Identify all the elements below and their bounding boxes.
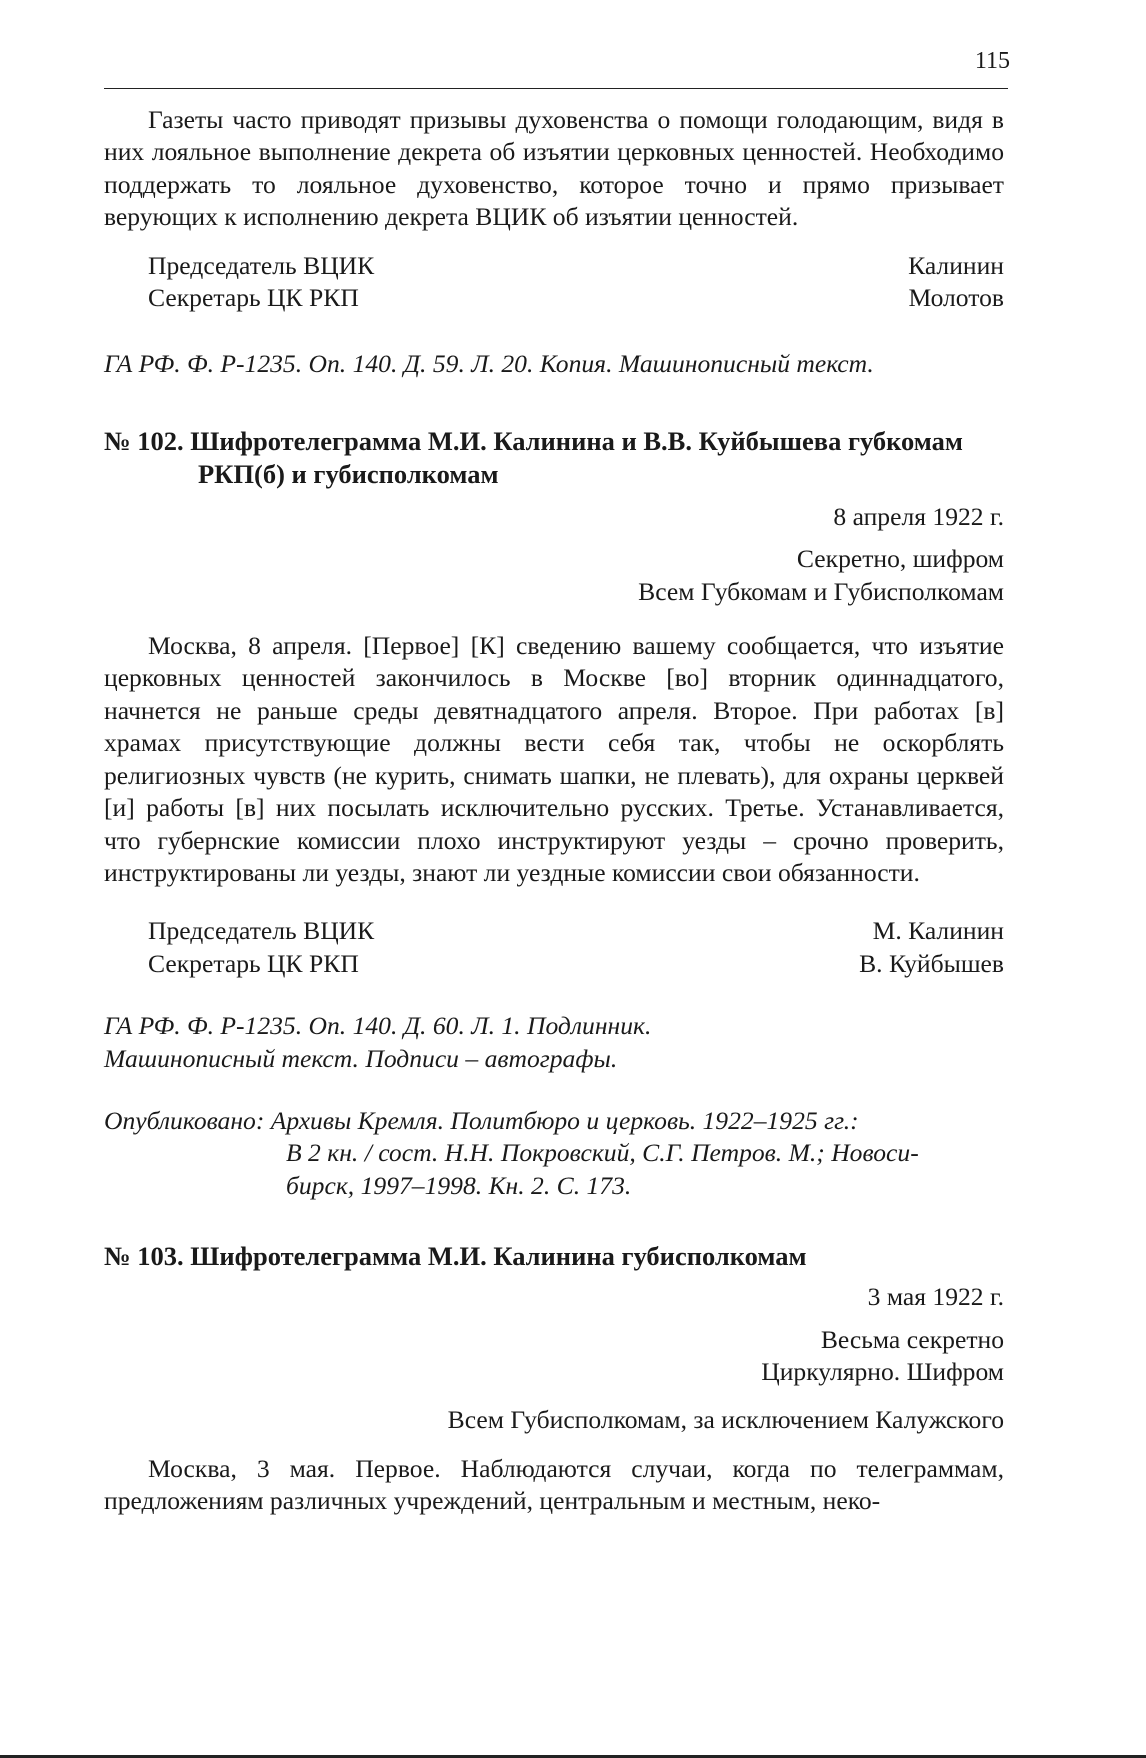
document-heading-103: № 103. Шифротелеграмма М.И. Калинина губисполкомам	[104, 1241, 807, 1272]
document-date: 8 апреля 1922 г.	[833, 501, 1004, 531]
signature-line	[104, 282, 1004, 314]
classification-label: Секретно, шифром	[796, 544, 1004, 574]
signatory-title: Секретарь ЦК РКП	[148, 948, 359, 978]
signatory-name: М. Калинин	[872, 916, 1004, 946]
signatory-title: Председатель ВЦИК	[148, 250, 375, 280]
page-number: 115	[974, 48, 1010, 74]
document-heading-102: № 102. Шифротелеграмма М.И. Калинина и В.В. Куйбышева губкомам РКП(б) и губисполкомам	[104, 425, 963, 489]
signature-line	[104, 948, 1004, 980]
document-body-102: Москва, 8 апреля. [Первое] [К] сведению вашему сообщается, что изъятие церковных ценностей закончилось в Москве [во] вторник одиннадцатого, начнется не раньше среды девятнадцатого апреля. Второе. При работах [в] храмах присутствующие должны вести себя так, чтобы не оскорблять религиозных чувств (не курить, снимать шапки, не плевать), для охраны церквей [и] работы [в] них посылать исключительно русских. Третье. Устанавливается, что губернские комиссии плохо инструктируют уезды – срочно проверить, инструктированы ли уезды, знают ли уездные комиссии свои обязанности.	[104, 631, 1004, 887]
document-body-103: Москва, 3 мая. Первое. Наблюдаются случаи, когда по телеграммам, предложениям различных учреждений, центральным и местным, неко-	[104, 1453, 1004, 1516]
archive-source: Машинописный текст. Подписи – автографы.	[104, 1043, 618, 1073]
classification-label: Весьма секретно	[820, 1324, 1004, 1354]
header-rule	[104, 88, 1008, 89]
signatory-name: В. Куйбышев	[859, 948, 1004, 978]
publication-note: В 2 кн. / сост. Н.Н. Покровский, С.Г. Петров. М.; Новоси-	[286, 1138, 919, 1168]
classification-label: Циркулярно. Шифром	[761, 1356, 1004, 1386]
publication-note: Опубликовано: Архивы Кремля. Политбюро и церковь. 1922–1925 гг.:	[104, 1105, 859, 1135]
addressee: Всем Губисполкомам, за исключением Калужского	[447, 1405, 1004, 1435]
publication-note: бирск, 1997–1998. Кн. 2. С. 173.	[286, 1170, 632, 1200]
top-paragraph: Газеты часто приводят призывы духовенства о помощи голодающим, видя в них лояльное выполнение декрета об изъятии церковных ценностей. Необходимо поддержать то лояльное духовенство, которое точно и прямо призывает верующих к исполнению декрета ВЦИК об изъятии ценностей.	[104, 105, 1004, 232]
page-content	[104, 104, 1004, 1518]
addressee: Всем Губкомам и Губисполкомам	[638, 576, 1004, 606]
archive-source: ГА РФ. Ф. Р-1235. Оп. 140. Д. 59. Л. 20. Копия. Машинописный текст.	[104, 349, 874, 379]
signatory-title: Председатель ВЦИК	[148, 916, 375, 946]
signature-line	[104, 250, 1004, 282]
document-date: 3 мая 1922 г.	[867, 1282, 1004, 1312]
archive-source: ГА РФ. Ф. Р-1235. Оп. 140. Д. 60. Л. 1. Подлинник.	[104, 1011, 652, 1041]
signature-line	[104, 915, 1004, 947]
signatory-name: Калинин	[908, 250, 1004, 280]
signatory-title: Секретарь ЦК РКП	[148, 283, 359, 313]
signatory-name: Молотов	[908, 283, 1004, 313]
